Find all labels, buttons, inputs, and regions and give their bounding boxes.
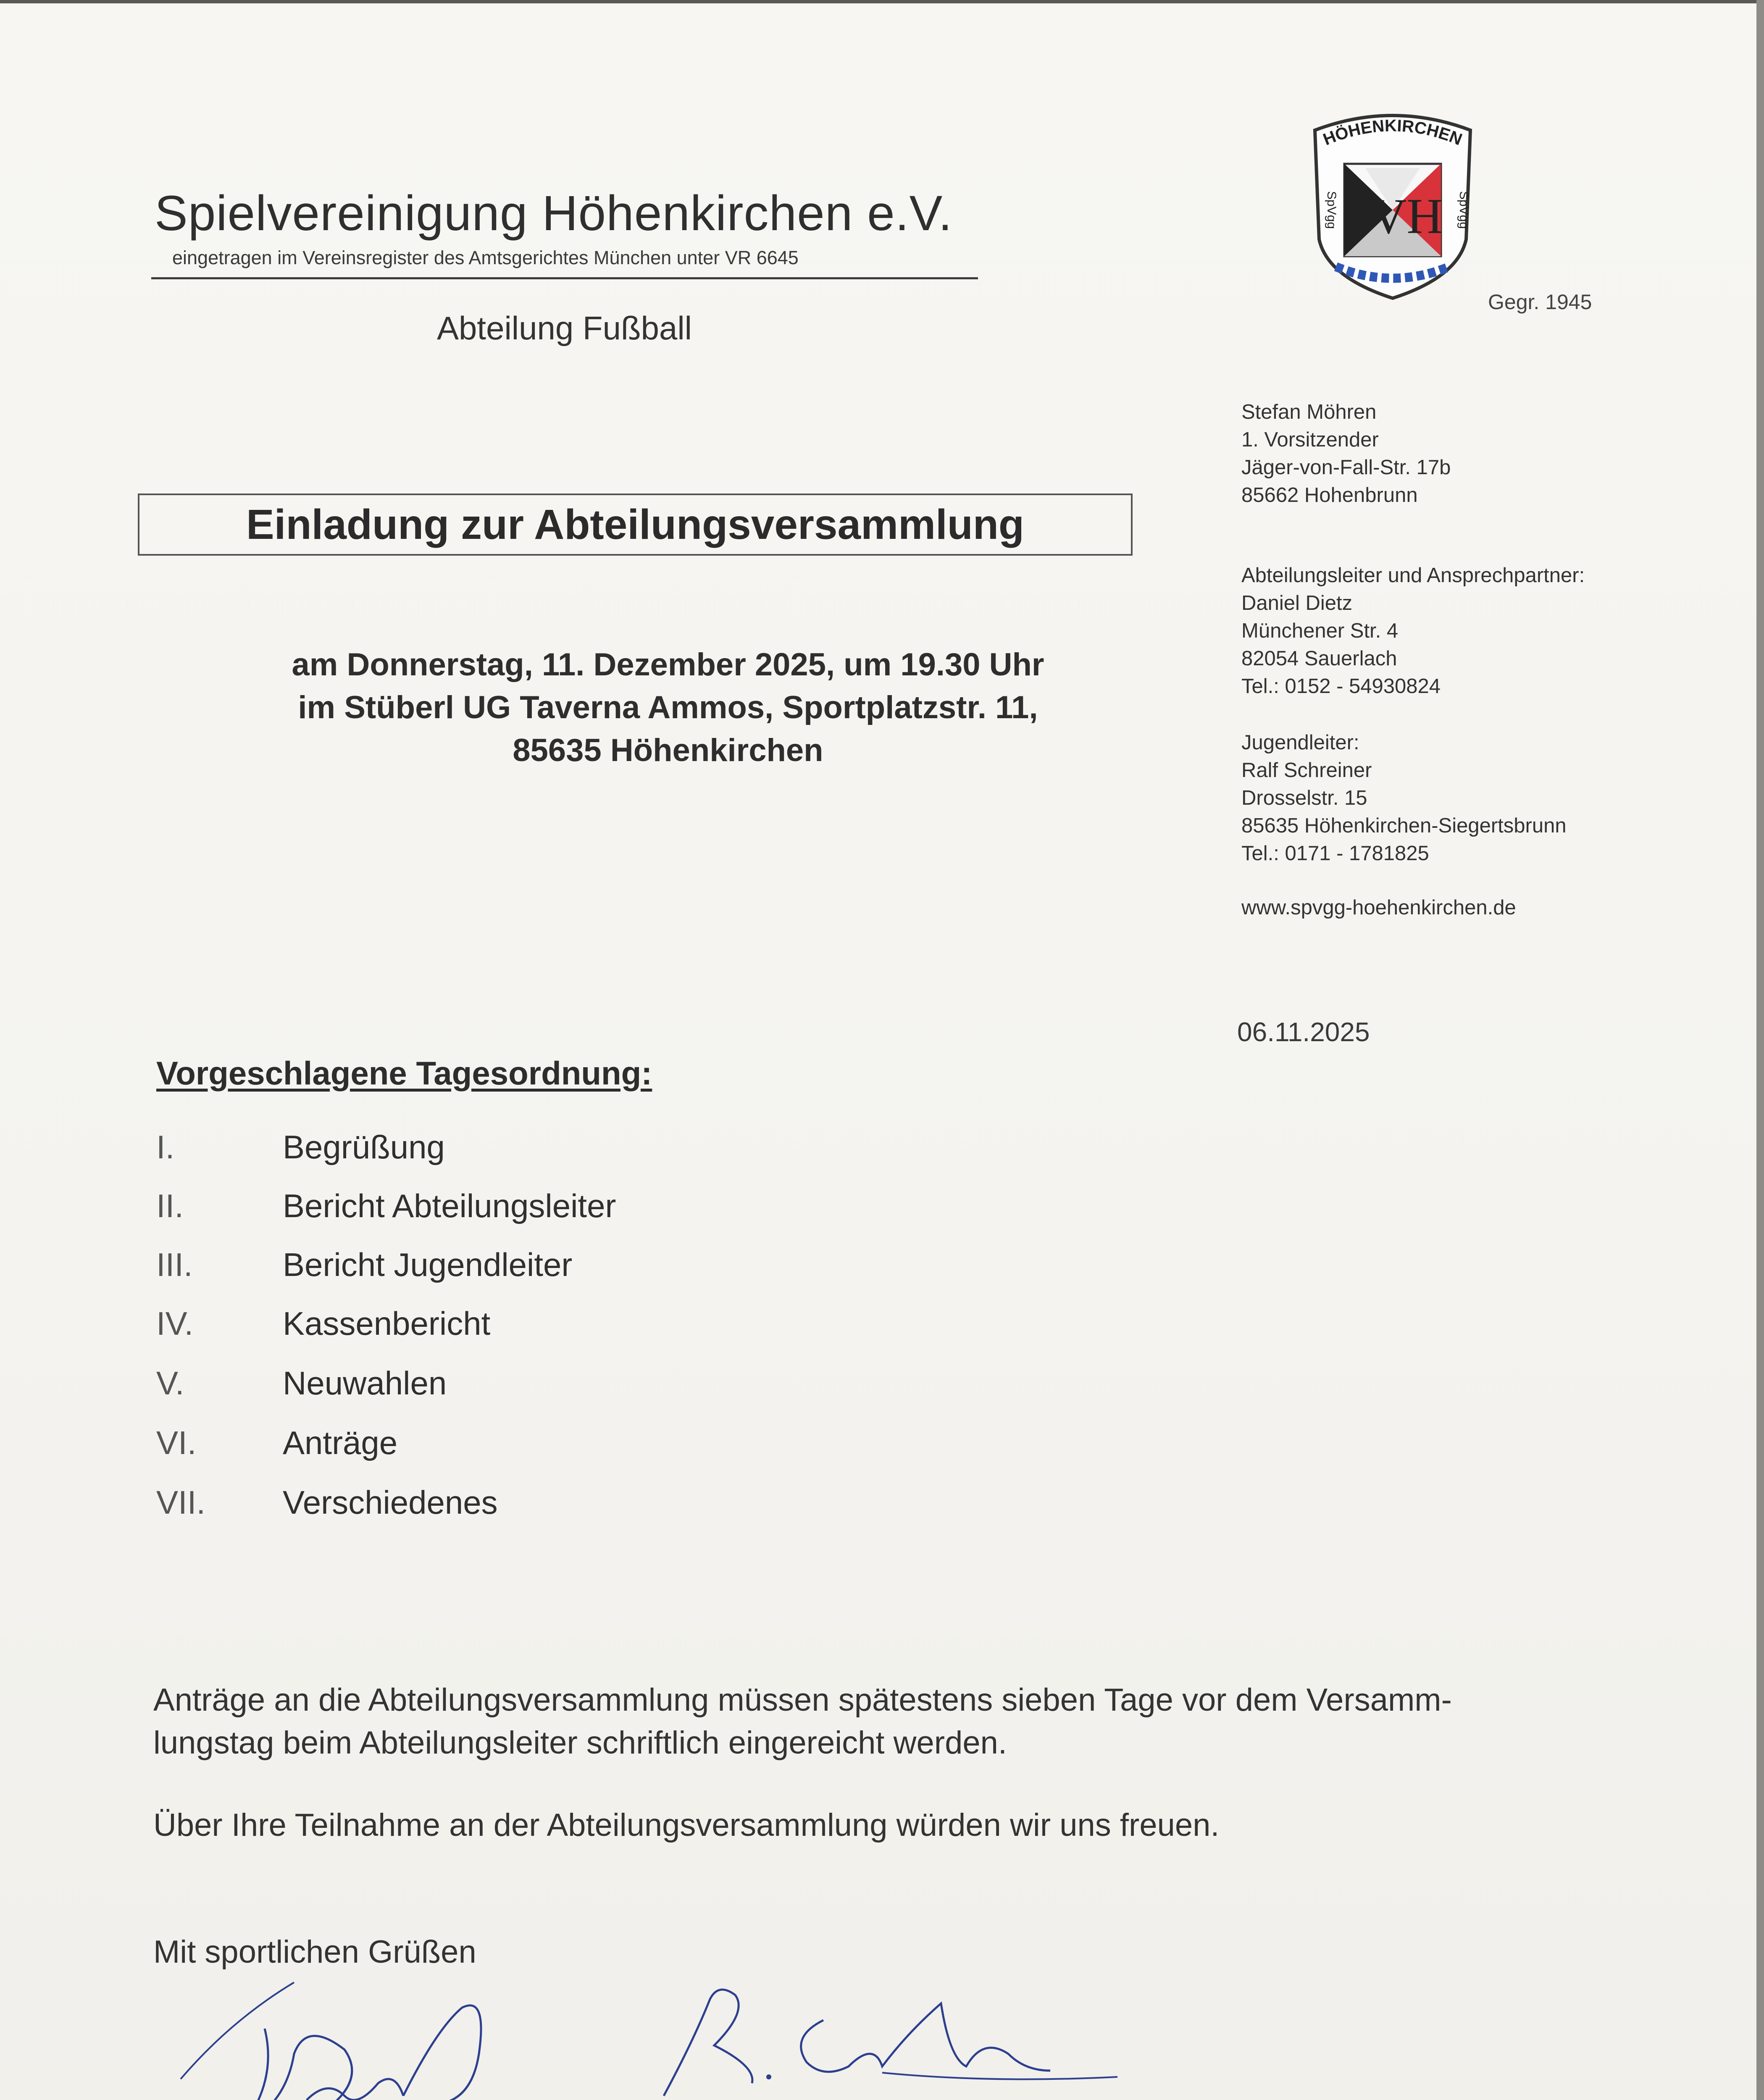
youth-head-heading: Jugendleiter:: [1241, 731, 1359, 754]
agenda-item-number: I.: [156, 1129, 175, 1166]
participation-note: Über Ihre Teilnahme an der Abteilungsversammlung würden wir uns freuen.: [153, 1807, 1220, 1843]
club-crest-icon: [1298, 105, 1487, 307]
agenda-item-text: Verschiedenes: [283, 1484, 498, 1521]
motions-note-line-2: lungstag beim Abteilungsleiter schriftlich eingereicht werden.: [153, 1725, 1007, 1761]
agenda-item-number: VII.: [156, 1484, 206, 1521]
youth-head-name: Ralf Schreiner: [1241, 759, 1372, 782]
letter-title: Einladung zur Abteilungsversammlung: [246, 501, 1025, 548]
chair-city: 85662 Hohenbrunn: [1241, 484, 1418, 507]
dept-head-city: 82054 Sauerlach: [1241, 647, 1397, 670]
letterhead-rule: [151, 277, 978, 279]
agenda-item-number: IV.: [156, 1305, 194, 1342]
chair-role: 1. Vorsitzender: [1241, 428, 1379, 451]
registry-note: eingetragen im Vereinsregister des Amtsgerichtes München unter VR 6645: [172, 247, 799, 268]
agenda-item-text: Anträge: [283, 1424, 398, 1461]
youth-head-phone: Tel.: 0171 - 1781825: [1241, 842, 1429, 865]
meeting-line-1: am Donnerstag, 11. Dezember 2025, um 19.30 Uhr: [292, 647, 1044, 682]
agenda-item-number: V.: [156, 1365, 184, 1402]
signature-dietz-icon: [168, 1970, 513, 2100]
agenda-item-text: Kassenbericht: [283, 1305, 491, 1342]
closing-greeting: Mit sportlichen Grüßen: [153, 1934, 476, 1970]
dept-head-heading: Abteilungsleiter und Ansprechpartner:: [1241, 564, 1585, 587]
website-link[interactable]: www.spvgg-hoehenkirchen.de: [1241, 896, 1516, 919]
scan-edge-right: [1756, 0, 1764, 2100]
crest-initials: SVH: [1342, 188, 1443, 244]
youth-head-city: 85635 Höhenkirchen-Siegertsbrunn: [1241, 814, 1567, 837]
youth-head-street: Drosselstr. 15: [1241, 787, 1367, 809]
title-box: [138, 494, 1133, 556]
letter-date: 06.11.2025: [1237, 1017, 1370, 1047]
agenda-item-text: Begrüßung: [283, 1129, 445, 1166]
crest-right-text: SpVgg: [1457, 191, 1471, 229]
dept-head-name: Daniel Dietz: [1241, 592, 1353, 614]
signature-schreiner-icon: [647, 1974, 1130, 2100]
agenda-item-text: Bericht Jugendleiter: [283, 1246, 573, 1283]
meeting-details: [185, 643, 1151, 772]
founded-year: Gegr. 1945: [1488, 290, 1592, 314]
dept-head-phone: Tel.: 0152 - 54930824: [1241, 675, 1441, 698]
agenda-item-number: II.: [156, 1187, 184, 1224]
scan-edge-top: [0, 0, 1764, 3]
department-label: Abteilung Fußball: [437, 310, 692, 346]
agenda-item-number: VI.: [156, 1424, 197, 1461]
agenda-item-text: Neuwahlen: [283, 1365, 447, 1402]
meeting-line-3: 85635 Höhenkirchen: [513, 732, 823, 768]
agenda-item-number: III.: [156, 1246, 193, 1283]
chair-name: Stefan Möhren: [1241, 401, 1377, 423]
dept-head-street: Münchener Str. 4: [1241, 620, 1399, 642]
agenda-heading: Vorgeschlagene Tagesordnung:: [156, 1055, 652, 1092]
crest-left-text: SpVgg: [1325, 191, 1338, 229]
motions-note-line-1: Anträge an die Abteilungsversammlung müssen spätestens sieben Tage vor dem Versamm-: [153, 1682, 1452, 1718]
chair-street: Jäger-von-Fall-Str. 17b: [1241, 456, 1451, 479]
crest-ring-text: HÖHENKIRCHEN: [1320, 116, 1465, 149]
agenda-item-text: Bericht Abteilungsleiter: [283, 1187, 616, 1224]
club-name: Spielvereinigung Höhenkirchen e.V.: [155, 186, 953, 241]
meeting-line-2: im Stüberl UG Taverna Ammos, Sportplatzstr. 11,: [298, 690, 1038, 725]
